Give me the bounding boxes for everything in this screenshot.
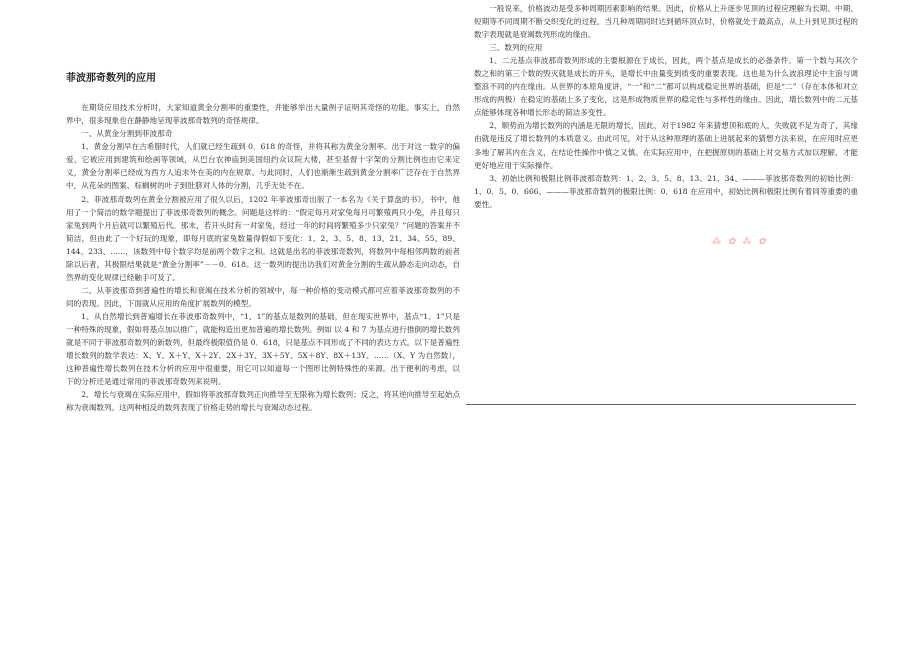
left-column	[66, 0, 460, 414]
intro-paragraph: 在期货应用技术分析时，大家知道黄金分割率的重要性，并能够举出大量例子证明其奇怪的功能。事实上，自然界中，很多现象也在静静地呈现菲波那奇数列的奇怪规律。	[66, 103, 460, 126]
paragraph-growth-decline: 2、增长与衰竭在实际应用中，假如将菲波那奇数列正向推导至无限称为增长数列；反之，将其逆向推导至起始点称为衰竭数列。这两种相反的数列表现了价格走势的增长与衰竭动态过程。	[66, 390, 460, 413]
section-heading-2: 二、从菲波那奇到普遍性的增长和衰竭在技术分析的领域中，每一种价格的变动模式都可应着菲波那奇数列的不同的表现。因此，下面就从应用的角度扩展数列的模型。	[66, 285, 460, 308]
paragraph-binary-base: 1、二元基点菲波那奇数列形成的主要根源在于成长，因此，两个基点是成长的必备条件。第一个数与其次个数之和的第三个数的毁灭就是成长的开头，是增长中由量变到质变的重要表现。这也是为什么波浪理论中主浪与调整浪不同的内在缘由。从世界的本原角度讲，“一”和“二”都可以构成稳定世界的基础，但是“二”（存在本体和对立形成的两极）在稳定的基础上多了变化，这是形成物质世界的稳定性与多样性的缘由。因此，增长数列中的二元基点能够体现各种增长形态的简洁多变性。	[474, 56, 858, 118]
page-title: 菲波那奇数列的应用	[66, 73, 156, 84]
paragraph-initial-limit-ratio: 3、初始比例和极限比例菲波那奇数列：1、2、3、5、8、13、21、34、———菲波那奇数列的初始比例：1、0．5、0．666、———菲波那奇数列的极限比例：0．618 在应用中，初始比例和极限比例有着同等重要的重要性。	[474, 173, 858, 209]
right-column	[474, 0, 858, 211]
section-heading-3: 三、数列的应用	[489, 43, 543, 53]
paragraph-golden-ratio: 1、黄金分割早在古希腊时代，人们就已经生疏到 0．618 的奇怪，并将其称为黄金分割率。出于对这一数字的偏爱，它被应用到建筑和绘画等领域，从巴台农神庙到美国纽约众议院大楼，甚至基督十字架的分割比例也由它来定义，黄金分割率已经成为西方人追求外在美的内在规章。与此同时，人们也渐渐生疏到黄金分割率广泛存在于自然界中，从花朵的图案、棕榈树的叶子到肚脐对人体的分割，几乎无处不在。	[66, 142, 460, 191]
watermark-stamp: ⁂ ✿ ⁂ ✿	[712, 237, 768, 247]
section-heading-1: 一、从黄金分割到菲波那奇	[81, 129, 173, 139]
paragraph-trend-following: 2、顺势而为增长数列的内涵是无限的增长，因此，对于1982 年来猜想顶和底的人，失败就不足为奇了，其缘由就是违反了增长数列的本质意义。由此可见，对于从这种原理的基础上进展起来的猜想方法来说，在应用时应更多地了解其内在含义，在结论性操作中慎之又慎。在实际应用中，在把握原则的基础上对交易方式加以理解，才能更好地应用于实际操作。	[474, 121, 858, 170]
paragraph-general-growth: 1、从自然增长到普遍增长在菲波那奇数列中，“1、1”的基点是数列的基础，但在现实世界中，基点“1、1”只是一种特殊的现象，假如将基点加以推广，就能构造出更加普遍的增长数列。例如 以 4 和 7 为基点进行推倒的增长数列就是不同于菲波那奇数列的新数列，但最终极限值仍是 0．618，只是基点不同形成了不同的表达方式。以下是普遍性增长数列的数学表达：X、Y、X＋Y、X＋2Y、2X＋3Y、3X＋5Y、5X＋8Y、8X＋13Y、……（X、Y 为自然数），这种普遍性增长数列在技术分析的应用中很重要，用它可以知道每一个图形比例特殊性的来源。出于便利的考虑，以下的分析还是通过常用的菲波那奇数列来说明。	[66, 311, 460, 387]
paragraph-fibonacci-sequence: 2、菲波那奇数列在黄金分割被应用了很久以后，1202 年菲波那奇出版了一本名为《关于算盘的书》，书中，他用了一个简洁的数学题提出了菲波那奇数列的概念。问题是这样的：“假定每月对家兔每月可繁殖两只小兔，并且每只家兔到两个月后就可以繁殖后代。那末，若开头时有一对家兔，经过一年的时间将繁殖多少只家兔？”问题的答案并不简洁，但由此了一个好玩的现象，即每月底的家兔数量得假如下变化：1、2、3、5、8、13、21、34、55、89、144、233、……，该数列中每个数字均是前两个数字之和。这就是出名的菲波那奇数列，将数列中每相邻两数的前者除以后者，其极限结果就是“黄金分割率”－－0．618。这一数列的提出访我们对黄金分割的生疏从静态走向动态，自然界的变化规律已经触手可及了。	[66, 194, 460, 282]
paragraph-cycles: 一般说来，价格波动是受多种周期因素影响的结果。因此，价格从上升逐步见顶的过程应理解为长期、中期、短期等不同周期不断交织变化的过程，当几种周期同时达到循环顶点时，价格就处于最高点，从上升到见顶过程的数字表现就是衰竭数列形成的缘由。	[474, 4, 858, 40]
horizontal-rule	[466, 404, 856, 405]
